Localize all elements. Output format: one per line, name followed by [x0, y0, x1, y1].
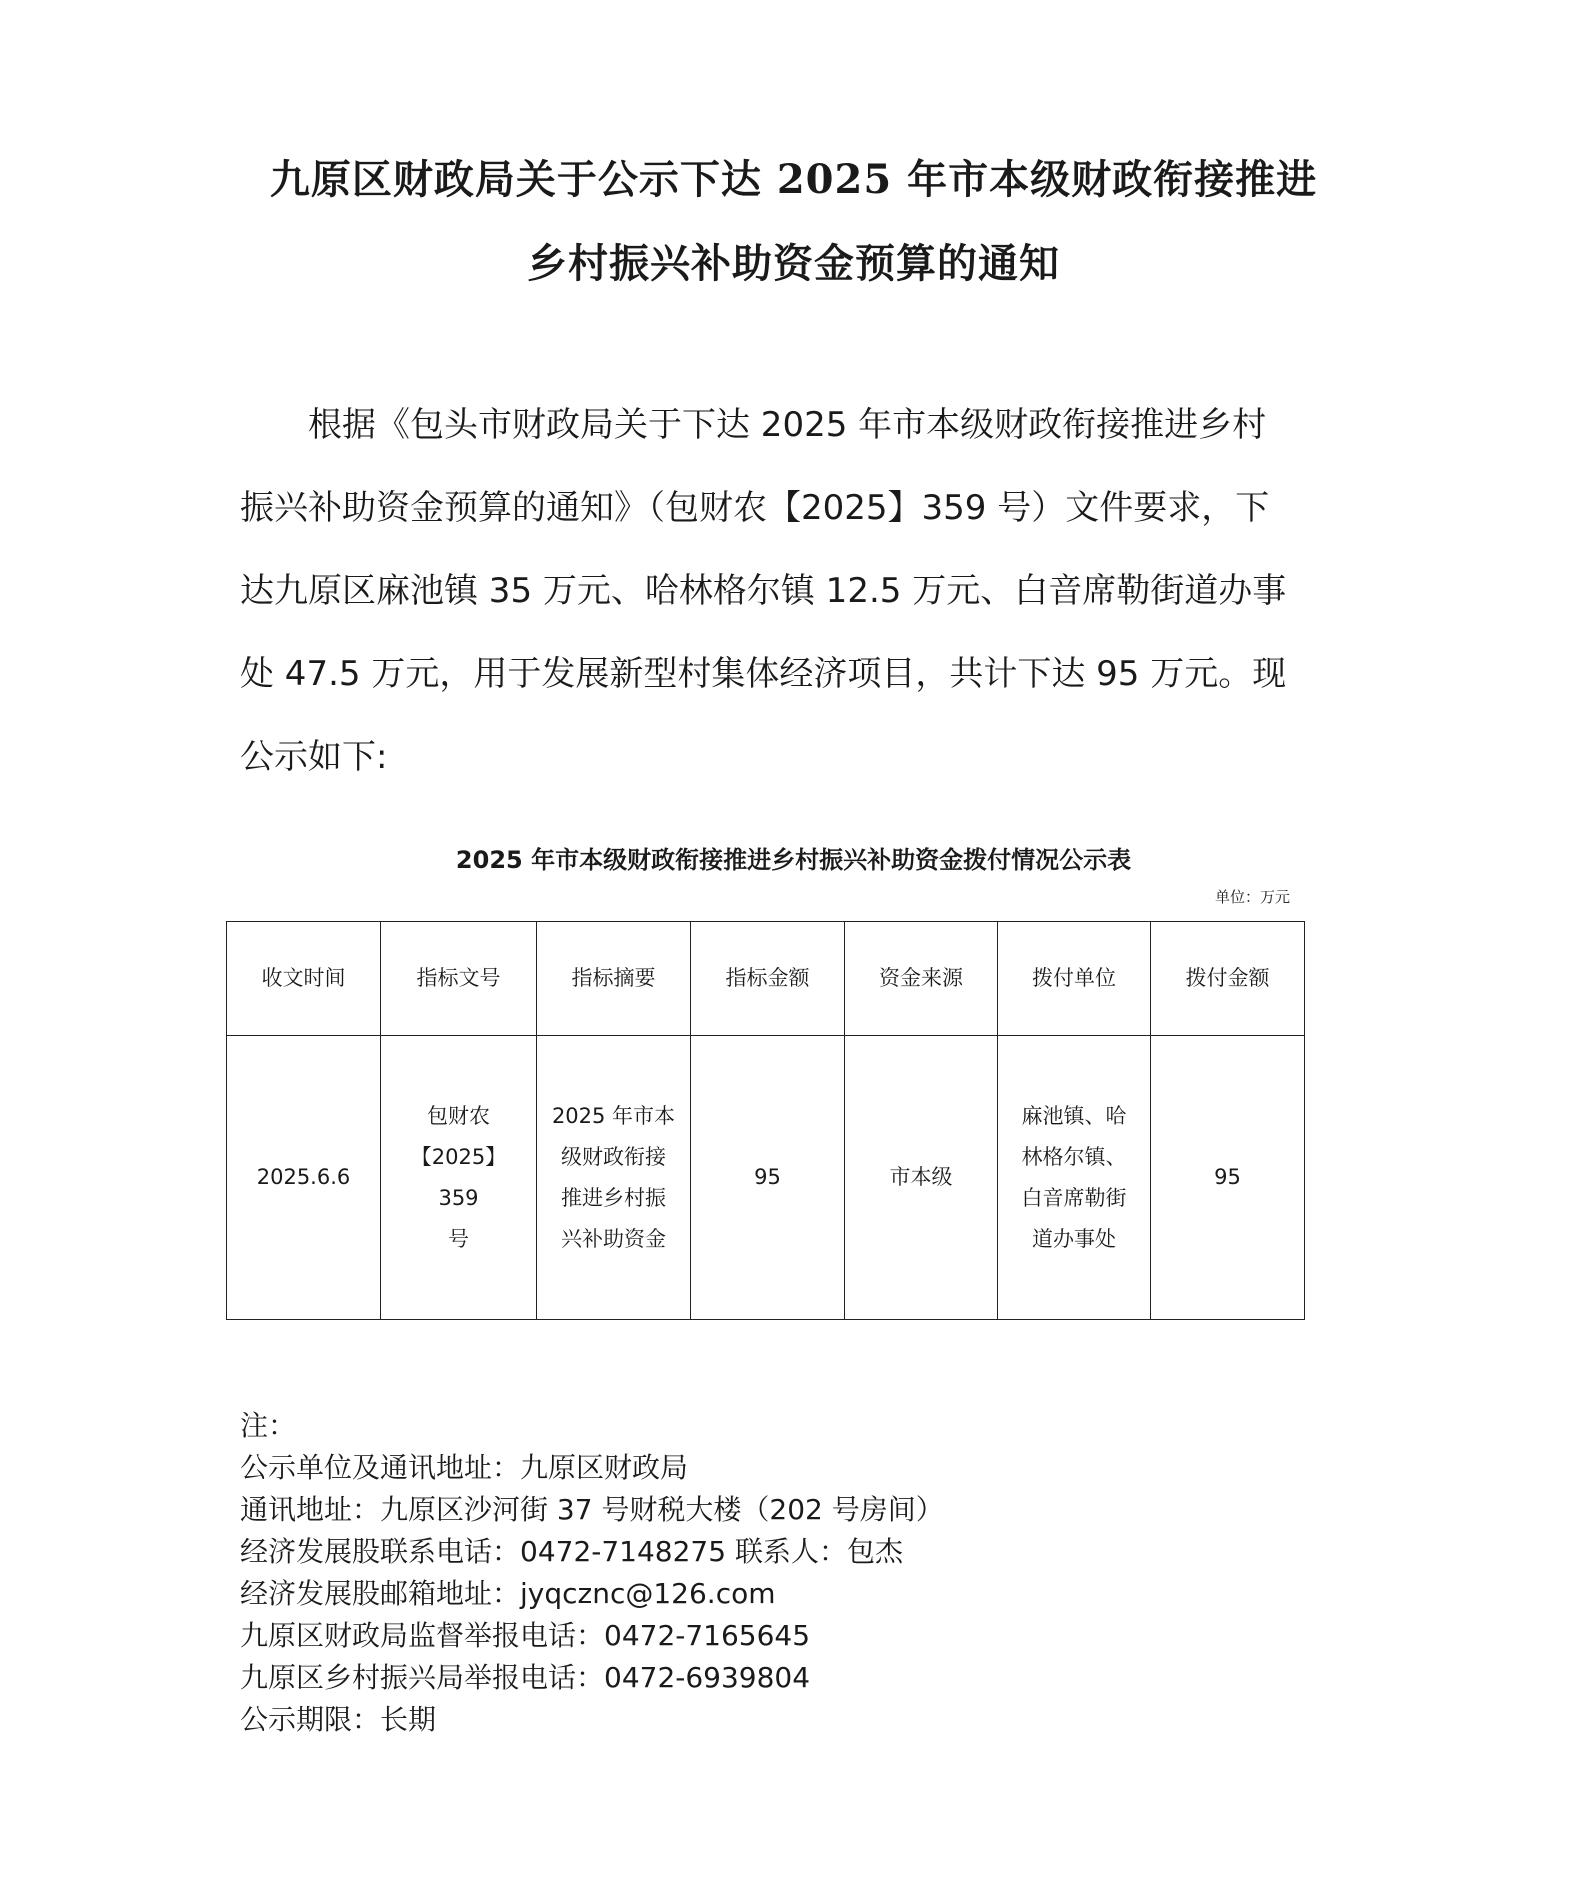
paragraph-line: 振兴补助资金预算的通知》（包财农【2025】359 号）文件要求，下: [240, 488, 1270, 528]
paragraph-line: 根据《包头市财政局关于下达 2025 年市本级财政衔接推进乡村: [240, 405, 1267, 445]
document-title-line-2: 乡村振兴补助资金预算的通知: [527, 240, 1060, 287]
cell-line: 2025 年市本: [551, 1103, 676, 1128]
cell-receipt-date: 2025.6.6: [227, 1036, 381, 1320]
cell-line: 号: [448, 1226, 469, 1251]
cell-amount: 95: [691, 1036, 845, 1320]
cell-line: 推进乡村振: [561, 1185, 666, 1210]
allocation-table: [226, 921, 1305, 1320]
notes-line: 九原区乡村振兴局举报电话：0472-6939804: [240, 1661, 811, 1694]
notes-line: 九原区财政局监督举报电话：0472-7165645: [240, 1619, 811, 1652]
document-title-line-1: 九原区财政局关于公示下达 2025 年市本级财政衔接推进: [269, 156, 1318, 203]
cell-line: 兴补助资金: [561, 1226, 666, 1251]
cell-line: 麻池镇、哈: [1021, 1103, 1127, 1128]
table-row: [227, 1036, 1305, 1320]
cell-doc-number: [381, 1036, 537, 1320]
notes-section: [240, 1405, 944, 1741]
notes-line: 公示单位及通讯地址：九原区财政局: [240, 1451, 689, 1484]
paragraph-line: 公示如下:: [240, 737, 388, 777]
header-amount: 指标金额: [691, 922, 845, 1036]
cell-line: 道办事处: [1032, 1226, 1116, 1251]
header-receipt-date: 收文时间: [227, 922, 381, 1036]
notes-line: 公示期限：长期: [240, 1703, 437, 1736]
paragraph-line: 达九原区麻池镇 35 万元、哈林格尔镇 12.5 万元、白音席勒街道办事: [240, 571, 1287, 611]
header-paid-amount: 拨付金额: [1151, 922, 1305, 1036]
cell-fund-source: 市本级: [845, 1036, 998, 1320]
cell-line: 白音席勒街: [1021, 1185, 1127, 1210]
header-recipient-units: 拨付单位: [998, 922, 1151, 1036]
notes-heading: 注：: [240, 1409, 297, 1442]
header-summary: 指标摘要: [537, 922, 691, 1036]
table-title: 2025 年市本级财政衔接推进乡村振兴补助资金拨付情况公示表: [455, 846, 1132, 874]
cell-line: 级财政衔接: [561, 1144, 666, 1169]
cell-summary: [537, 1036, 691, 1320]
paragraph-line: 处 47.5 万元，用于发展新型村集体经济项目，共计下达 95 万元。现: [240, 654, 1287, 694]
table-unit-label: 单位：万元: [1214, 888, 1290, 906]
cell-line: 【2025】359: [410, 1144, 507, 1210]
notes-line: 经济发展股邮箱地址：jyqcznc@126.com: [240, 1577, 776, 1610]
cell-recipient-units: [998, 1036, 1151, 1320]
table-header-row: [227, 922, 1305, 1036]
body-paragraph: [240, 384, 1350, 799]
cell-line: 林格尔镇、: [1021, 1144, 1127, 1169]
header-doc-number: 指标文号: [381, 922, 537, 1036]
cell-paid-amount: 95: [1151, 1036, 1305, 1320]
notes-line: 通讯地址：九原区沙河街 37 号财税大楼（202 号房间）: [240, 1493, 944, 1526]
cell-line: 包财农: [427, 1103, 490, 1128]
notes-line: 经济发展股联系电话：0472-7148275 联系人：包杰: [240, 1535, 903, 1568]
header-fund-source: 资金来源: [845, 922, 998, 1036]
